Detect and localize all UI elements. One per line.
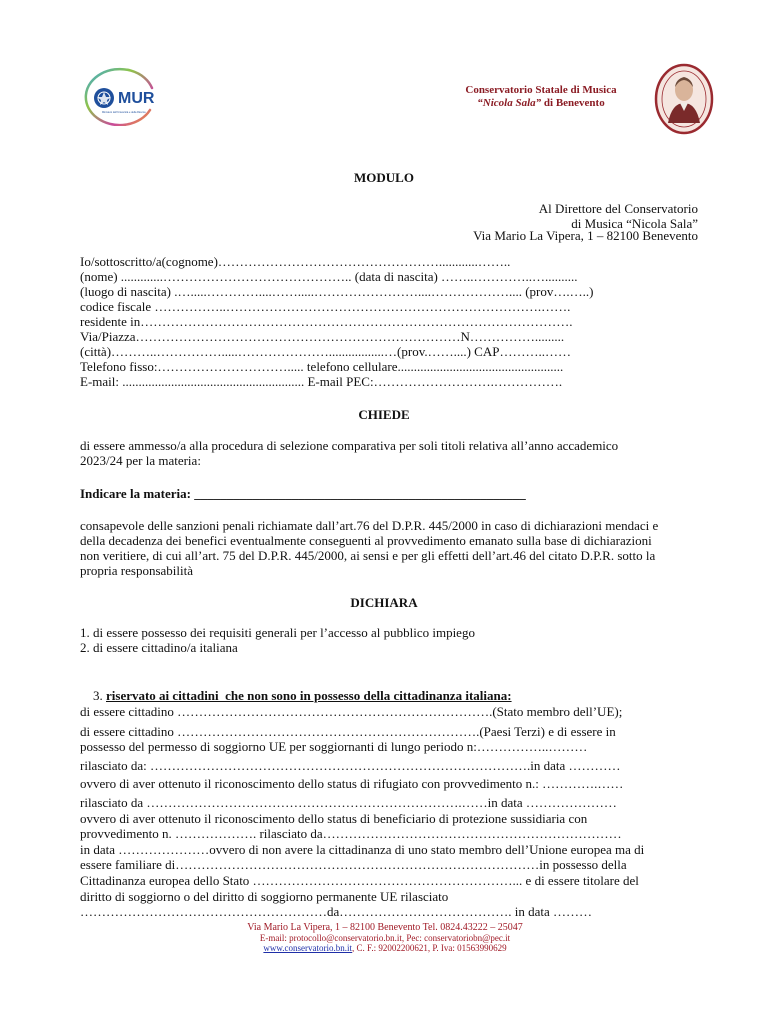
chiede-text-line1: di essere ammesso/a alla procedura di selezione comparativa per soli titoli relativa all’anno accademico (80, 438, 619, 453)
field-email[interactable]: E-mail: ........................................................ E-mail PEC:……………………….……………. (80, 374, 563, 389)
institution-line1: Conservatorio Statale di Musica (465, 84, 617, 96)
dichiara-items (80, 625, 700, 655)
foreign-line[interactable]: ovvero di aver ottenuto il riconoscimento dello status di rifugiato con provvedimento n.: ………….…… (80, 776, 624, 792)
institution-name (430, 84, 652, 110)
field-city[interactable]: (città)………..…………….....………………….................…(prov.……....) CAP………..…… (80, 344, 571, 359)
foreign-line[interactable]: di essere cittadino …………………………………………………………….(Paesi Terzi) e di essere in (80, 723, 616, 739)
foreign-line[interactable]: ovvero di aver ottenuto il riconoscimento dello status di beneficiario di protezione sussidiaria con (80, 810, 588, 826)
foreign-line[interactable]: in data …………………ovvero di non avere la cittadinanza di uno stato membro dell’Unione europea ma di (80, 841, 645, 857)
addressee-line1: Al Direttore del Conservatorio (538, 201, 698, 216)
addressee-line3: Via Mario La Vipera, 1 – 82100 Benevento (473, 228, 698, 243)
institution-city: di Benevento (541, 97, 605, 109)
page-title: MODULO (354, 170, 414, 185)
chiede-text-line2: 2023/24 per la materia: (80, 453, 201, 468)
dichiara-item-2: 2. di essere cittadino/a italiana (80, 640, 238, 655)
footer-email: E-mail: protocollo@conservatorio.bn.it, Pec: conservatoriobn@pec.it (259, 933, 511, 943)
foreign-line[interactable]: provvedimento n. ………………. rilasciato da…………………………………………………………… (80, 826, 622, 842)
dichiara-item-3-text: riservato ai cittadini che non sono in possesso della cittadinanza italiana: (106, 688, 512, 703)
addressee-line2: di Musica “Nicola Sala” (571, 216, 698, 231)
consapevole-line: non veritiere, di cui all’art. 75 del D.P.R. 445/2000, ai sensi e per gli effetti dell’art.46 del citato D.P.R. sotto la (80, 548, 656, 563)
foreign-line[interactable]: Cittadinanza europea dello Stato ……………………………………………………... e di essere titolare del (80, 872, 639, 888)
foreign-line[interactable]: possesso del permesso di soggiorno UE per soggiornanti di lungo periodo n:……………..……… (80, 739, 588, 755)
mur-logo-subtext: Ministero dell'Università e della Ricerca (102, 111, 146, 114)
foreign-line[interactable]: diritto di soggiorno o del diritto di soggiorno permanente UE rilasciato (80, 888, 449, 904)
consapevole-line: propria responsabilità (80, 563, 193, 578)
consapevole-paragraph (80, 518, 700, 578)
foreign-line[interactable]: di essere cittadino ……………………………………………………………….(Stato membro dell’UE); (80, 704, 623, 719)
field-phone[interactable]: Telefono fisso:…………………………..... telefono cellulare................................................... (80, 359, 564, 374)
field-name-birthdate[interactable]: (nome) .............…………………………………….. (data di nascita) ……..…………..….......... (80, 269, 578, 284)
footer-website-link[interactable]: www.conservatorio.bn.it (263, 943, 353, 953)
consapevole-line: consapevole delle sanzioni penali richiamate dall’art.76 del D.P.R. 445/2000 in caso di dichiarazioni mendaci e (80, 518, 659, 533)
dichiara-item-1: 1. di essere possesso dei requisiti generali per l’accesso al pubblico impiego (80, 625, 475, 640)
foreign-line[interactable]: essere familiare di…………………………………………………………………………in possesso della (80, 857, 627, 873)
footer-tax-ids: , C. F.: 92002200621, P. Iva: 01563990629 (352, 943, 507, 953)
field-birthplace[interactable]: (luogo di nascita) .….....…………....…….....……………………....……………….... (prov….…..) (80, 284, 594, 299)
chiede-heading: CHIEDE (358, 407, 410, 422)
dichiara-item-3-number: 3. (93, 688, 106, 703)
dichiara-heading: DICHIARA (350, 595, 418, 610)
field-tax-code[interactable]: codice fiscale ……………..……………………………………………………………….……. (80, 299, 571, 314)
foreign-line[interactable]: rilasciato da ……………………………………………………………….……in data ………………… (80, 794, 617, 810)
consapevole-line: della decadenza dei benefici eventualmente conseguenti al provvedimento emanato sulla base di dichiarazioni (80, 533, 652, 548)
field-street[interactable]: Via/Piazza…………………………………………………………………N……………......... (80, 329, 565, 344)
institution-name-italic: “Nicola Sala” (477, 97, 542, 109)
materia-field[interactable]: Indicare la materia: ___________________________________________________ (80, 486, 526, 501)
footer-web-tax (200, 943, 570, 953)
field-surname[interactable]: Io/sottoscritto/a(cognome)……………………………………………............…….. (80, 254, 511, 269)
field-residence[interactable]: residente in………………………………………………………………………………………. (80, 314, 573, 329)
personal-data-fields (80, 254, 700, 389)
conservatorio-seal (654, 63, 714, 135)
footer (200, 923, 570, 953)
chiede-text (80, 438, 700, 468)
mur-logo (80, 66, 160, 126)
foreign-citizen-section (80, 704, 700, 920)
foreign-line[interactable]: …………………………………………………da…………………………………. in data ……… (80, 904, 593, 920)
footer-address: Via Mario La Vipera, 1 – 82100 Benevento Tel. 0824.43222 – 25047 (247, 922, 523, 933)
foreign-line[interactable]: rilasciato da: …………………………………………………………………………….in data ………… (80, 757, 621, 773)
mur-logo-text: MUR (118, 90, 155, 107)
